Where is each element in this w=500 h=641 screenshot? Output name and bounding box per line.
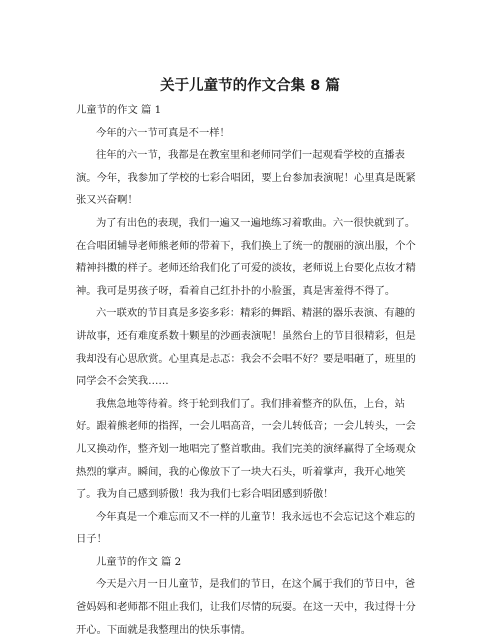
section-heading-1: 儿童节的作文 篇 1 (76, 104, 162, 116)
document-body (76, 99, 422, 641)
paragraph: 为了有出色的表现，我们一遍又一遍地练习着歌曲。六一很快就到了。在合唱团辅导老师熊老师的带着下，我们换上了统一的靓丽的演出服，个个精神抖擞的样子。老师还给我们化了可爱的淡妆，老师说上台要化点妆才精神。我可是男孩子呀，看着自己红扑扑的小脸蛋，真是害羞得不得了。 (76, 216, 416, 297)
paragraph: 今年真是一个难忘而又不一样的儿童节！我永远也不会忘记这个难忘的日子！ (76, 510, 416, 546)
paragraph: 今年的六一节可真是不一样！ (96, 126, 230, 139)
paragraph: 往年的六一节，我都是在教室里和老师同学们一起观看学校的直播表演。今年，我参加了学校的七彩合唱团，要上台参加表演呢！心里真是既紧张又兴奋啊！ (76, 149, 416, 207)
section-heading-2: 儿童节的作文 篇 2 (96, 555, 182, 568)
document-title: 关于儿童节的作文合集 8 篇 (160, 78, 340, 94)
paragraph: 今天是六月一日儿童节，是我们的节日，在这个属于我们的节日中，爸爸妈妈和老师都不阻止我们，让我们尽情的玩耍。在这一天中，我过得十分开心。下面就是我整理出的快乐事情。 (76, 578, 416, 636)
paragraph: 六一联欢的节目真是多姿多彩：精彩的舞蹈、精湛的器乐表演、有趣的讲故事，还有难度系数十颗星的沙画表演呢！虽然台上的节目很精彩，但是我却没有心思欣赏。心里真是忐忑：我会不会唱不好？要是唱砸了，班里的同学会不会笑我…… (76, 307, 416, 388)
paragraph: 我焦急地等待着。终于轮到我们了。我们排着整齐的队伍，上台，站好。跟着熊老师的指挥，一会儿唱高音，一会儿转低音；一会儿转头，一会儿又换动作，整齐划一地唱完了整首歌曲。我们完美的演绎赢得了全场观众热烈的掌声。瞬间，我的心像放下了一块大石头，听着掌声，我开心地笑了。我为自己感到骄傲！我为我们七彩合唱团感到骄傲！ (76, 397, 416, 501)
